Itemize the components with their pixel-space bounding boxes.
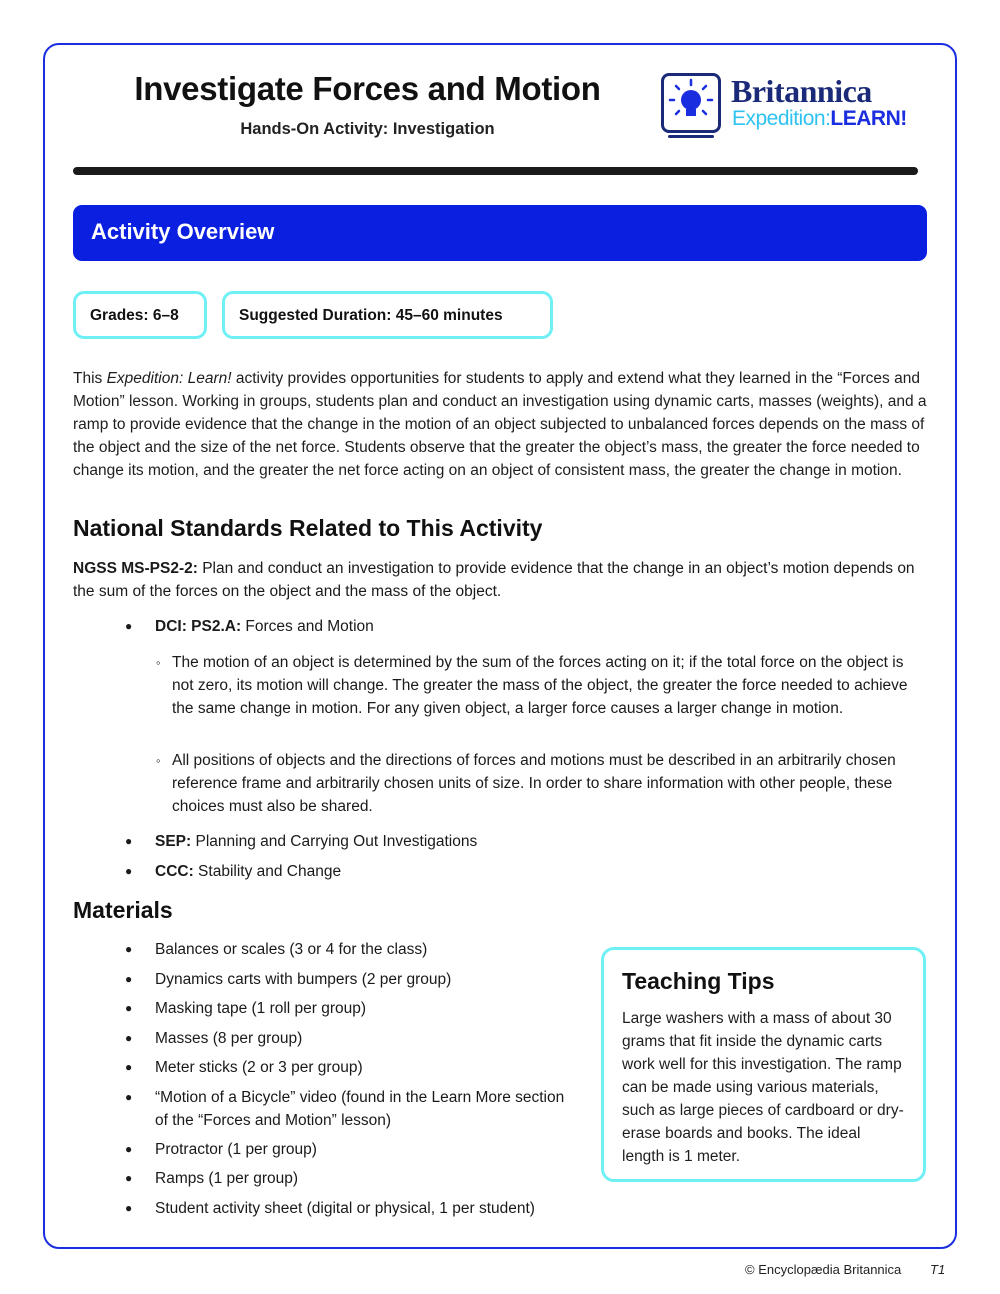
bullet-text: Forces and Motion [241, 618, 374, 635]
standard-bullet-dci [155, 615, 585, 638]
materials-item: ● Protractor (1 per group) [155, 1138, 580, 1161]
dci-subitem: ◦ The motion of an object is determined by the sum of the forces acting on it; if the total force on the object is not zero, its motion will change. The greater the mass of the object, the greater the force needed to achieve the same change in motion. For any given object, a larger force causes a larger change in motion. [172, 651, 922, 720]
materials-item: ● Meter sticks (2 or 3 per group) [155, 1056, 580, 1079]
ngss-standard [73, 557, 933, 603]
intro-text: activity provides opportunities for students to apply and extend what they learned in the “Forces and Motion” lesson. Working in groups, students plan and conduct an investigation using dynamic carts, masses (weights), and a ramp to provide evidence that the change in the motion of an object subjected to unbalanced forces depends on the mass of the object and the size of the net force. Students observe that the greater the object’s mass, the greater the force needed to change its motion, and the greater the net force acting on an object of consistent mass, the greater the change in motion. [73, 370, 927, 479]
materials-item: ● Ramps (1 per group) [155, 1167, 580, 1190]
logo-product-suffix: LEARN! [830, 107, 907, 130]
footer-copyright: © Encyclopædia Britannica [745, 1262, 902, 1277]
bullet-text: Planning and Carrying Out Investigations [191, 833, 478, 850]
bullet-text: Stability and Change [193, 863, 342, 880]
logo-brand: Britannica [731, 73, 872, 109]
materials-item: ● Masses (8 per group) [155, 1027, 580, 1050]
lightbulb-icon [661, 73, 721, 133]
teaching-tips-body: Large washers with a mass of about 30 grams that fit inside the dynamic carts work well for this investigation. The ramp can be made using various materials, such as large pieces of cardboard or dry-erase boards and books. The ideal length is 1 meter. [622, 1010, 904, 1165]
bullet-label: CCC: [155, 863, 194, 880]
ngss-text: Plan and conduct an investigation to provide evidence that the change in an object’s motion depends on the sum of the forces on the object and the mass of the object. [73, 560, 915, 600]
intro-prefix: This [73, 370, 107, 387]
materials-item: ● Masking tape (1 roll per group) [155, 997, 580, 1020]
section-banner: Activity Overview [73, 205, 927, 261]
logo-product-prefix: Expedition: [732, 107, 831, 130]
bullet-label: SEP: [155, 833, 192, 850]
standard-bullet-sep [155, 830, 585, 853]
materials-item: ● Dynamics carts with bumpers (2 per group) [155, 968, 580, 991]
ngss-label: NGSS MS-PS2-2: [73, 560, 198, 577]
materials-item: ● “Motion of a Bicycle” video (found in the Learn More section of the “Forces and Motion” lesson) [155, 1086, 580, 1132]
header-divider [73, 167, 918, 175]
intro-paragraph [73, 367, 933, 482]
materials-item: ● Balances or scales (3 or 4 for the class) [155, 938, 580, 961]
standard-bullet-ccc [155, 860, 585, 883]
duration-badge: Suggested Duration: 45–60 minutes [222, 291, 553, 339]
page-number: T1 [930, 1262, 946, 1277]
grades-badge: Grades: 6–8 [73, 291, 207, 339]
intro-italic: Expedition: Learn! [106, 370, 232, 387]
teaching-tips-title: Teaching Tips [622, 968, 775, 994]
page-title: Investigate Forces and Motion [134, 70, 601, 107]
standards-heading: National Standards Related to This Activity [73, 515, 543, 541]
britannica-logo [661, 73, 921, 137]
page-subtitle: Hands-On Activity: Investigation [240, 120, 495, 138]
materials-heading: Materials [73, 897, 173, 923]
teaching-tips-box [601, 947, 926, 1182]
materials-item: ● Student activity sheet (digital or physical, 1 per student) [155, 1197, 580, 1220]
dci-subitem: ◦ All positions of objects and the directions of forces and motions must be described in an arbitrarily chosen reference frame and arbitrarily chosen units of size. In order to share information with other people, these choices must also be shared. [172, 749, 922, 818]
bullet-label: DCI: PS2.A: [155, 618, 242, 635]
logo-product [732, 107, 907, 131]
